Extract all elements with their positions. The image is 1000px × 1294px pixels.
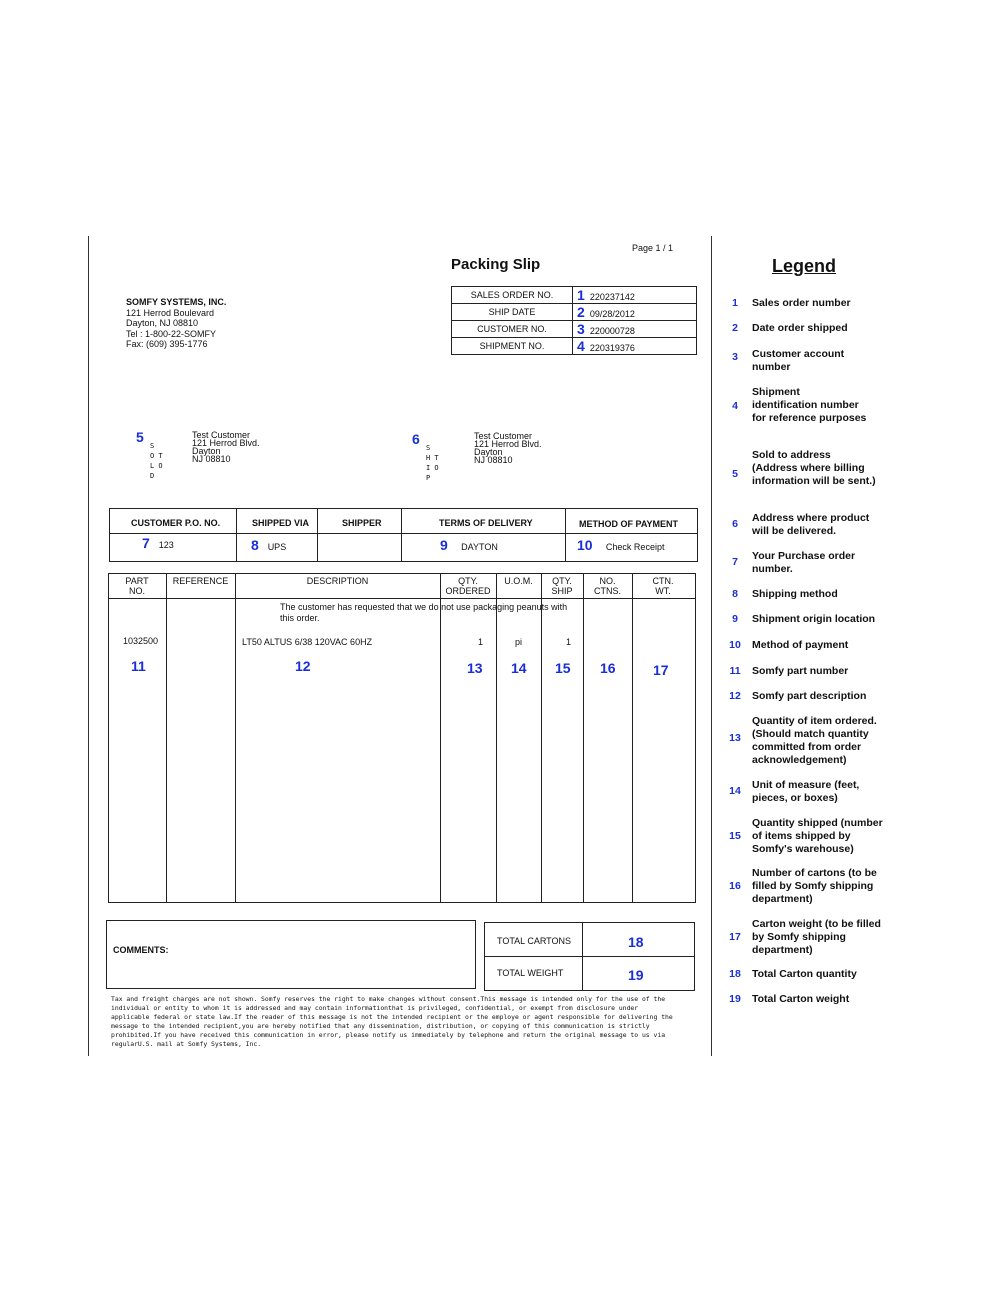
legend-text: Date order shipped <box>752 322 848 334</box>
legend-number: 4 <box>732 400 738 412</box>
header-row <box>452 287 697 304</box>
sold-to-vertical-label <box>150 441 163 481</box>
header-value: 220237142 <box>589 292 635 302</box>
legend-text: Sold to address (Address where billing information will be sent.) <box>752 449 876 487</box>
disclaimer-line: applicable federal or state law.If the reader of this message is not the intended recipient or the employe or agent responsible for delivering the <box>111 1013 673 1021</box>
order-info-col <box>565 508 566 561</box>
header-line: QTY. <box>552 576 572 586</box>
col-header-reference <box>166 576 235 586</box>
legend-number: 2 <box>732 322 738 334</box>
address-line: Dayton <box>192 446 221 456</box>
header-line: NO. <box>128 586 145 596</box>
legend-text: Shipping method <box>752 588 838 600</box>
header-value-cell <box>573 287 697 304</box>
col-header-uom <box>496 576 541 586</box>
callout-number: 4 <box>577 338 585 354</box>
col-header-ctn-wt <box>632 576 694 596</box>
legend-number: 10 <box>729 639 741 651</box>
col-header-part <box>108 576 166 596</box>
callout-number: 1 <box>577 287 585 303</box>
disclaimer-line: individual or entity to whom it is addressed and may contain informationthat is privileged, confidential, or exempt from disclosure under <box>111 1004 639 1012</box>
vertical-letter: H T <box>426 454 439 462</box>
header-label: SHIP DATE <box>452 304 573 321</box>
note-line: this order. <box>280 613 320 623</box>
totals-col <box>582 922 583 990</box>
header-line: QTY. <box>458 576 478 586</box>
legend-title: Legend <box>772 256 837 276</box>
address-line: NJ 08810 <box>474 455 513 465</box>
legend-number: 15 <box>729 830 741 842</box>
disclaimer-line: regularU.S. mail at Somfy Systems, Inc. <box>111 1040 262 1048</box>
address-line: Test Customer <box>192 430 251 440</box>
address-line: Test Customer <box>474 431 533 441</box>
legend-number: 1 <box>732 297 738 309</box>
payment-value: Check Receipt <box>605 542 665 552</box>
items-header-hline <box>108 598 695 599</box>
disclaimer-text <box>111 995 711 1049</box>
order-header-table <box>451 286 697 355</box>
order-info-col <box>401 508 402 561</box>
col-header-qty-ship <box>541 576 583 596</box>
header-value: 220319376 <box>589 343 635 353</box>
legend-number: 17 <box>729 931 741 943</box>
callout-number: 16 <box>600 660 616 676</box>
items-col <box>632 573 633 902</box>
legend-text: Your Purchase order number. <box>752 550 856 575</box>
header-value: 09/28/2012 <box>589 309 635 319</box>
legend-text: Total Carton weight <box>752 993 850 1005</box>
legend-text: Somfy part description <box>752 690 867 702</box>
vertical-letter: O T <box>150 452 163 460</box>
totals-hline <box>484 956 694 957</box>
vertical-letter: L O <box>150 462 163 470</box>
po-value: 123 <box>158 540 174 550</box>
legend-number: 18 <box>729 968 741 980</box>
items-col <box>235 573 236 902</box>
header-value-cell <box>573 338 697 355</box>
legend-number: 5 <box>732 468 738 480</box>
item-description: LT50 ALTUS 6/38 120VAC 60HZ <box>242 637 373 647</box>
col-header-qty-ordered <box>440 576 496 596</box>
legend-text: Method of payment <box>752 639 849 651</box>
ship-to-address <box>474 432 542 464</box>
qty-ship: 1 <box>566 637 572 647</box>
terms-value: DAYTON <box>461 542 498 552</box>
col-header-shipper: SHIPPER <box>342 518 382 528</box>
order-info-col <box>317 508 318 561</box>
legend-text: Unit of measure (feet, pieces, or boxes) <box>752 779 860 804</box>
header-line: U.O.M. <box>504 576 533 586</box>
col-header-description <box>235 576 440 586</box>
legend-number: 3 <box>732 351 738 363</box>
company-tel: Tel : 1-800-22-SOMFY <box>126 328 217 339</box>
legend-text: Sales order number <box>752 297 851 309</box>
callout-number: 19 <box>628 967 644 983</box>
header-line: NO. <box>599 576 616 586</box>
legend-number: 9 <box>732 613 738 625</box>
header-line: DESCRIPTION <box>306 576 369 586</box>
document-title: Packing Slip <box>451 256 541 273</box>
header-value: 220000728 <box>589 326 635 336</box>
legend-number: 16 <box>729 880 741 892</box>
uom-value: pi <box>515 637 523 647</box>
callout-number: 13 <box>467 660 483 676</box>
order-info-hline <box>109 533 697 534</box>
header-value-cell <box>573 304 697 321</box>
header-line: ORDERED <box>445 586 491 596</box>
header-line: CTN. <box>652 576 674 586</box>
vertical-letter: S <box>150 442 155 450</box>
callout-number: 14 <box>511 660 527 676</box>
header-label: SHIPMENT NO. <box>452 338 573 355</box>
packaging-note <box>280 602 567 624</box>
callout-number: 6 <box>412 431 420 447</box>
disclaimer-line: message to the intended recipient,you are hereby notified that any dissemination, distribution, or copying of this communication is strictly <box>111 1022 650 1030</box>
header-row <box>452 321 697 338</box>
address-line: 121 Herrod Blvd. <box>192 438 260 448</box>
header-row <box>452 304 697 321</box>
company-address-line1: 121 Herrod Boulevard <box>126 307 215 318</box>
divider-line <box>711 236 712 1056</box>
callout-number: 17 <box>653 662 669 678</box>
col-header-terms: TERMS OF DELIVERY <box>439 518 533 528</box>
header-line: SHIP <box>551 586 573 596</box>
header-label: CUSTOMER NO. <box>452 321 573 338</box>
legend-text: Somfy part number <box>752 665 849 677</box>
ship-to-vertical-label <box>426 443 439 483</box>
header-line: WT. <box>655 586 671 596</box>
sold-to-address <box>192 431 260 463</box>
header-line: REFERENCE <box>172 576 229 586</box>
legend-text: Shipment identification number for reference purposes <box>752 386 867 424</box>
legend-text: Address where product will be delivered. <box>752 512 870 537</box>
vertical-letter: S <box>426 444 431 452</box>
vertical-letter: I O <box>426 464 439 472</box>
company-block <box>126 297 226 350</box>
address-line: 121 Herrod Blvd. <box>474 439 542 449</box>
callout-number: 10 <box>577 537 593 553</box>
col-header-ctns <box>583 576 632 596</box>
legend-text: Total Carton quantity <box>752 968 857 980</box>
legend-number: 12 <box>729 690 741 702</box>
legend-number: 13 <box>729 732 741 744</box>
legend-number: 11 <box>729 665 741 677</box>
callout-number: 7 <box>142 535 150 551</box>
items-col <box>583 573 584 902</box>
legend-text: Carton weight (to be filled by Somfy shipping department) <box>752 918 881 956</box>
callout-number: 2 <box>577 304 585 320</box>
col-header-payment: METHOD OF PAYMENT <box>579 519 679 529</box>
po-cell <box>142 535 174 553</box>
header-line: CTNS. <box>594 586 621 596</box>
callout-number: 9 <box>440 537 448 553</box>
terms-cell <box>440 537 498 555</box>
company-name: SOMFY SYSTEMS, INC. <box>126 297 227 307</box>
legend-number: 6 <box>732 518 738 530</box>
col-header-shipped-via: SHIPPED VIA <box>252 518 310 528</box>
header-line: PART <box>125 576 149 586</box>
legend-number: 8 <box>732 588 738 600</box>
disclaimer-line: Tax and freight charges are not shown. Somfy reserves the right to make changes without consent.This message is intended only for the use of the <box>111 995 666 1003</box>
legend-text: Quantity shipped (number of items shipped by Somfy's warehouse) <box>752 817 883 855</box>
header-label: SALES ORDER NO. <box>452 287 573 304</box>
callout-number: 18 <box>628 934 644 950</box>
callout-number: 3 <box>577 321 585 337</box>
col-header-po: CUSTOMER P.O. NO. <box>131 518 221 528</box>
header-value-cell <box>573 321 697 338</box>
vertical-letter: P <box>426 474 431 482</box>
legend-text: Customer account number <box>752 348 845 373</box>
payment-cell <box>577 537 664 555</box>
comments-label: COMMENTS: <box>113 945 169 955</box>
legend-number: 14 <box>729 785 741 797</box>
total-weight-label: TOTAL WEIGHT <box>497 968 564 978</box>
via-value: UPS <box>267 542 287 552</box>
address-line: Dayton <box>474 447 503 457</box>
qty-ordered: 1 <box>478 637 484 647</box>
items-col <box>166 573 167 902</box>
disclaimer-line: prohibited.If you have received this communication in error, please notify us immediately by telephone and return the original message to us via <box>111 1031 666 1039</box>
left-border <box>88 236 89 1056</box>
legend-text: Shipment origin location <box>752 613 876 625</box>
company-fax: Fax: (609) 395-1776 <box>126 339 208 349</box>
page-number: Page 1 / 1 <box>632 243 674 253</box>
vertical-letter: D <box>150 472 155 480</box>
part-number: 1032500 <box>123 636 159 646</box>
company-address-line2: Dayton, NJ 08810 <box>126 318 199 328</box>
legend-text: Number of cartons (to be filled by Somfy shipping department) <box>752 867 877 905</box>
legend-number: 7 <box>732 556 738 568</box>
total-cartons-label: TOTAL CARTONS <box>497 936 572 946</box>
callout-number: 8 <box>251 537 259 553</box>
legend-text: Quantity of item ordered. (Should match quantity committed from order acknowledgement) <box>752 715 877 766</box>
callout-number: 15 <box>555 660 571 676</box>
callout-number: 11 <box>131 658 146 674</box>
order-info-col <box>236 508 237 561</box>
legend-number: 19 <box>729 993 741 1005</box>
callout-number: 5 <box>136 429 144 445</box>
callout-number: 12 <box>295 658 311 674</box>
header-row <box>452 338 697 355</box>
note-line: The customer has requested that we do not use packaging peanuts with <box>280 602 568 612</box>
address-line: NJ 08810 <box>192 454 231 464</box>
via-cell <box>251 537 286 555</box>
